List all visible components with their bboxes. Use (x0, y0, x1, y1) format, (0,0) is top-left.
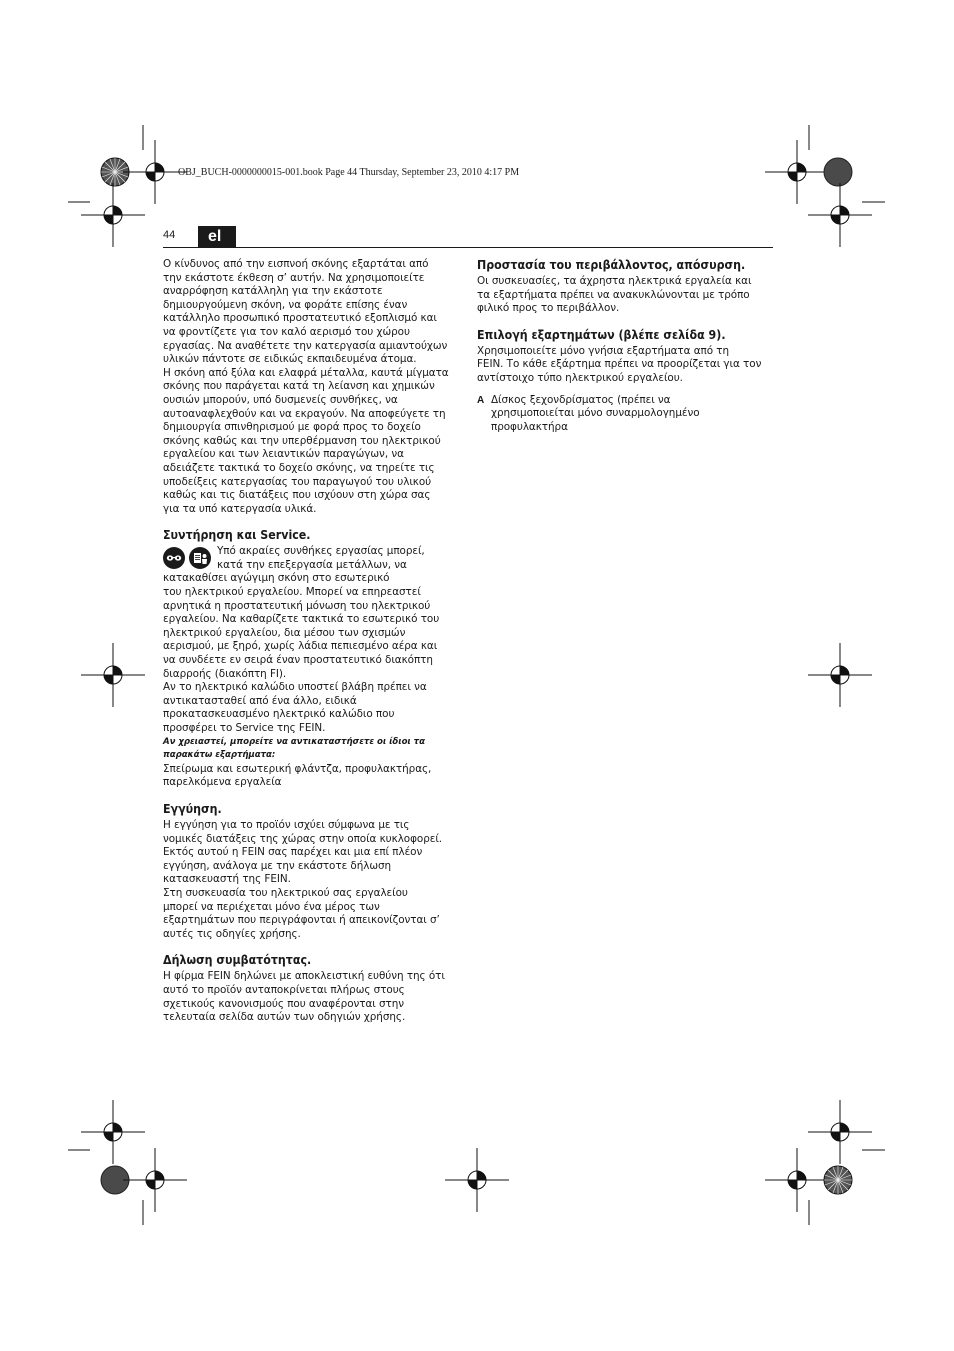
page-number: 44 (163, 229, 176, 241)
item-letter: A (477, 394, 485, 406)
warranty-heading: Εγγύηση. (163, 801, 222, 816)
item-description: Δίσκος ξεχονδρίσματος (πρέπει να χρησιμοποιείται μόνο συναρμολογημένο προφυλακτήρα (491, 393, 700, 433)
parts-list: Σπείρωμα και εσωτερική φλάντζα, προφυλακτήρας, παρελκόμενα εργαλεία (163, 762, 432, 789)
cable-paragraph: Αν το ηλεκτρικό καλώδιο υποστεί βλάβη πρέπει να αντικατασταθεί από ένα άλλο, ειδικά προκατασκευασμένο ηλεκτρικό καλώδιο που προσφέρει το Service της FEIN. (163, 681, 427, 734)
header-rule (163, 247, 773, 248)
environment-paragraph: Οι συσκευασίες, τα άχρηστα ηλεκτρικά εργαλεία και τα εξαρτήματα πρέπει να ανακυκλώνονται με τρόπο φιλικό προς το περιβάλλον. (477, 275, 752, 315)
read-manual-icon (189, 547, 211, 569)
eye-protection-icon (163, 547, 185, 569)
warranty-paragraph: Η εγγύηση για το προϊόν ισχύει σύμφωνα με τις νομικές διατάξεις της χώρας στην οποία κυκλοφορεί. Εκτός αυτού η FEIN σας παρέχει και μια επί πλέον εγγύηση, ανάλογα με την εκάστοτε δήλωση κατασκευαστή της FEIN. Στη συσκευασία του ηλεκτρικού σας εργαλείου μπορεί να περιέχεται μόνο ένα μέρος των εξαρτημάτων που περιγράφονται ή απεικονίζονται σ’ αυτές τις οδηγίες χρήσης. (163, 818, 443, 940)
book-info-line: OBJ_BUCH-0000000015-001.book Page 44 Thursday, September 23, 2010 4:17 PM (178, 167, 520, 178)
conformity-paragraph: Η φίρμα FEIN δηλώνει με αποκλειστική ευθύνη της ότι αυτό το προϊόν ανταποκρίνεται πλήρως στους σχετικούς κανονισμούς που αναφέρονται στην τελευταία σελίδα αυτών των οδηγιών χρήσης. (163, 970, 445, 1024)
service-heading: Συντήρηση και Service. (163, 528, 311, 543)
conformity-heading: Δήλωση συμβατότητας. (163, 953, 312, 968)
left-column (163, 258, 460, 1025)
warning-icons (163, 547, 215, 569)
right-column (477, 258, 773, 434)
language-tab: el (198, 226, 236, 247)
intro-paragraph: Ο κίνδυνος από την εισπνοή σκόνης εξαρτάται από την εκάστοτε έκθεση σ’ αυτήν. Να χρησιμοποιείτε αναρρόφηση κατάλληλη για την εκάστοτε δημιουργούμενη σκόνη, να φοράτε επίσης έναν κατάλληλο προσωπικό προστατευτικό εξοπλισμό και να φροντίζετε για τον καλό αερισμό του χώρου εργασίας. Να αναθέτετε την κατεργασία αμιαντούχων υλικών πάντοτε σε ειδικώς εκπαιδευμένα άτομα. Η σκόνη από ξύλα και ελαφρά μέταλλα, καυτά μίγματα σκόνης που παράγεται κατά τη λείανση και χημικών ουσιών μπορούν, υπό δυσμενείς συνθήκες, να αυτοαναφλεχθούν και να εκραγούν. Να αποφεύγετε τη δημιουργία σπινθηρισμού με φορά προς το δοχείο σκόνης καθώς και την υπερθέρμανση του ηλεκτρικού εργαλείου και των λειαντικών παραγώγων, να αδειάζετε τακτικά το δοχείο σκόνης, να τηρείτε τις υποδείξεις κατεργασίας του παραγωγού του υλικού καθώς και τις διατάξεις που ισχύουν στη χώρα σας για τα υπό κατεργασία υλικά. (163, 258, 449, 515)
accessories-paragraph: Χρησιμοποιείτε μόνο γνήσια εξαρτήματα από τη FEIN. Το κάθε εξάρτημα πρέπει να προορίζεται για τον αντίστοιχο τύπο ηλεκτρικού εργαλείου. (477, 344, 762, 384)
environment-heading: Προστασία του περιβάλλοντος, απόσυρση. (477, 258, 746, 272)
parts-intro: Αν χρειαστεί, μπορείτε να αντικαταστήσετε οι ίδιοι τα παρακάτω εξαρτήματα: (163, 736, 425, 761)
accessories-heading: Επιλογή εξαρτημάτων (βλέπε σελίδα 9). (477, 327, 726, 342)
service-paragraph: Υπό ακραίες συνθήκες εργασίας μπορεί, κατά την επεξεργασία μετάλλων, να κατακαθίσει αγώγιμη σκόνη στο εσωτερικό του ηλεκτρικού εργαλείου. Μπορεί να επηρεαστεί αρνητικά η προστατευτική μόνωση του ηλεκτρικού εργαλείου. Να καθαρίζετε τακτικά το εσωτερικό του ηλεκτρικού εργαλείου, δια μέσου των σχισμών αερισμού, με ξηρό, χωρίς λάδια πεπιεσμένο αέρα και να συνδέετε εν σειρά έναν προστατευτικό διακόπτη διαρροής (διακόπτη FI). (163, 545, 440, 680)
accessory-item-a (477, 394, 773, 435)
